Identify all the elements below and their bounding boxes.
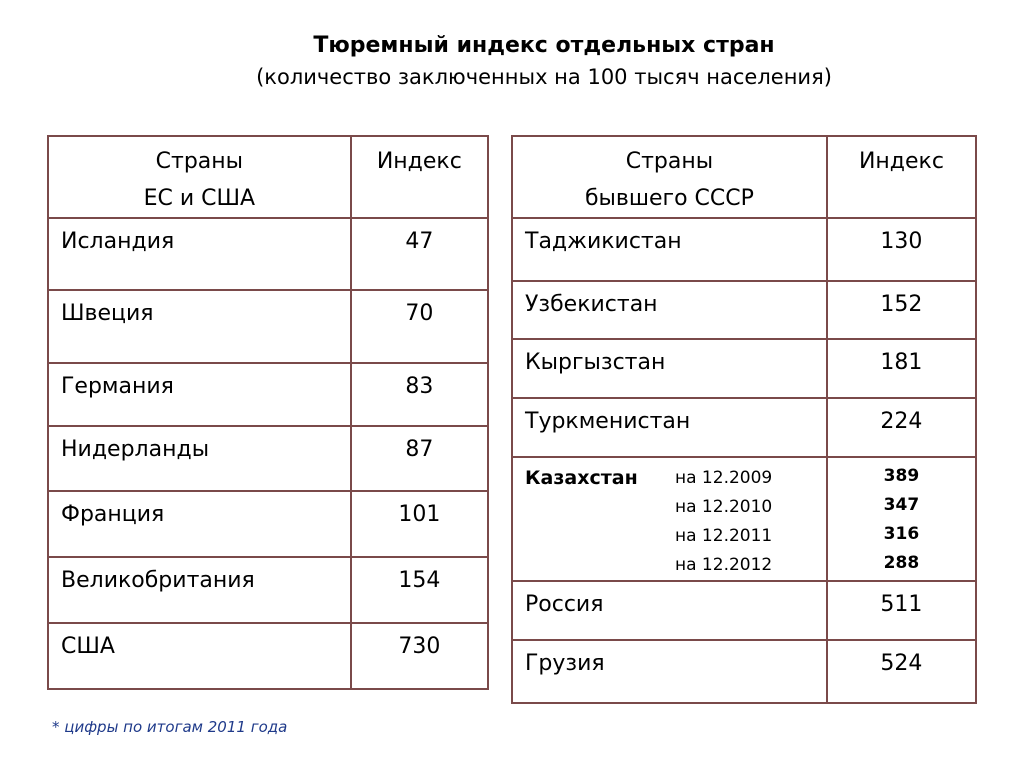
- page-title: Тюремный индекс отдельных стран: [313, 33, 775, 58]
- table-former-ussr: [511, 135, 977, 704]
- table-eu-usa: [47, 135, 489, 690]
- kazakhstan-label: Казахстан: [525, 467, 638, 489]
- footnote: * цифры по итогам 2011 года: [52, 718, 288, 736]
- country-cell: Нидерланды: [48, 426, 351, 491]
- header-index-label: Индекс: [376, 149, 462, 174]
- table-row: [512, 339, 976, 398]
- index-cell: 524: [827, 640, 976, 703]
- country-cell: Россия: [512, 581, 827, 640]
- index-cell: 101: [351, 491, 488, 557]
- kazakhstan-value: 288: [883, 553, 920, 573]
- table-row: [48, 363, 488, 426]
- header-countries-line2: ЕС и США: [143, 186, 256, 211]
- table-header-row: [48, 136, 488, 218]
- kazakhstan-value: 389: [883, 466, 920, 486]
- table-row-kazakhstan: [512, 457, 976, 581]
- index-cell: 511: [827, 581, 976, 640]
- index-cell: 152: [827, 281, 976, 339]
- kazakhstan-cell: [512, 457, 827, 581]
- table-row: [512, 581, 976, 640]
- header-countries-line1: Страны: [155, 149, 244, 174]
- country-cell: Германия: [48, 363, 351, 426]
- index-cell: 181: [827, 339, 976, 398]
- index-cell: 70: [351, 290, 488, 363]
- country-cell: Франция: [48, 491, 351, 557]
- kazakhstan-dates: [675, 464, 772, 580]
- country-cell: Туркменистан: [512, 398, 827, 457]
- header-index-cell: [351, 136, 488, 218]
- kazakhstan-value: 316: [883, 524, 920, 544]
- country-cell: Грузия: [512, 640, 827, 703]
- kazakhstan-values-cell: [827, 457, 976, 581]
- country-cell: Кыргызстан: [512, 339, 827, 398]
- table-row: [48, 218, 488, 290]
- header-index-cell: [827, 136, 976, 218]
- table-row: [512, 640, 976, 703]
- index-cell: 87: [351, 426, 488, 491]
- header-countries-cell: [48, 136, 351, 218]
- title-block: [0, 30, 1024, 92]
- country-cell: Великобритания: [48, 557, 351, 623]
- table-row: [48, 623, 488, 689]
- header-countries-line2: бывшего СССР: [584, 186, 754, 211]
- index-cell: 83: [351, 363, 488, 426]
- header-index-label: Индекс: [858, 149, 944, 174]
- page-subtitle: (количество заключенных на 100 тысяч населения): [256, 65, 832, 89]
- kazakhstan-date: на 12.2012: [675, 555, 773, 575]
- table-row: [48, 491, 488, 557]
- table-row: [48, 426, 488, 491]
- table-row: [512, 398, 976, 457]
- table-row: [48, 290, 488, 363]
- index-cell: 224: [827, 398, 976, 457]
- index-cell: 130: [827, 218, 976, 281]
- kazakhstan-date: на 12.2011: [675, 526, 773, 546]
- country-cell: Узбекистан: [512, 281, 827, 339]
- country-cell: Таджикистан: [512, 218, 827, 281]
- kazakhstan-date: на 12.2009: [675, 468, 773, 488]
- country-cell: Исландия: [48, 218, 351, 290]
- index-cell: 47: [351, 218, 488, 290]
- table-header-row: [512, 136, 976, 218]
- kazakhstan-wrap: [525, 464, 826, 580]
- index-cell: 154: [351, 557, 488, 623]
- kazakhstan-value: 347: [883, 495, 920, 515]
- table-row: [512, 281, 976, 339]
- table-row: [512, 218, 976, 281]
- kazakhstan-date: на 12.2010: [675, 497, 773, 517]
- country-cell: США: [48, 623, 351, 689]
- header-countries-cell: [512, 136, 827, 218]
- index-cell: 730: [351, 623, 488, 689]
- table-row: [48, 557, 488, 623]
- header-countries-line1: Страны: [625, 149, 714, 174]
- country-cell: Швеция: [48, 290, 351, 363]
